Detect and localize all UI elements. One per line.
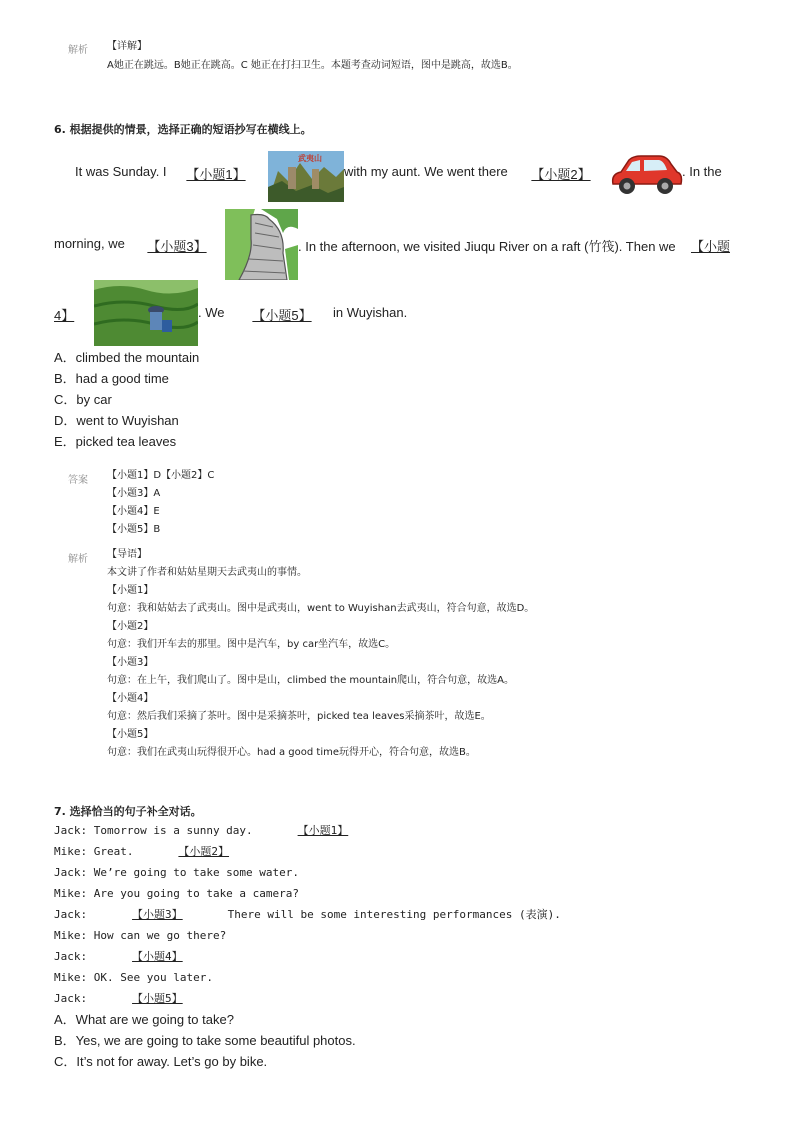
q6-line3-post: in Wuyishan. (333, 305, 408, 320)
q6-line3-mid: . We (198, 305, 225, 320)
analysis-tag: 【详解】 (107, 41, 147, 52)
analysis-line: 【小题2】 (107, 621, 154, 632)
analysis-line: 【导语】 (107, 549, 147, 560)
analysis-line: 【小题1】 (107, 585, 154, 596)
mountain-image (225, 209, 298, 280)
q6-blank-4a[interactable]: 【小题 (690, 239, 730, 254)
analysis-line: 本文讲了作者和姑姑星期天去武夷山的事情。 (107, 567, 307, 578)
wuyishan-image (268, 151, 344, 202)
q6-analysis (107, 546, 534, 762)
q6-heading: 6. 根据提供的情景，选择正确的短语抄写在横线上。 (54, 123, 312, 136)
q7-blank-5[interactable]: 【小题5】 (132, 992, 183, 1005)
q6-option-d: D．went to Wuyishan (54, 413, 179, 428)
analysis-line: 句意：我们开车去的那里。图中是汽车，by car坐汽车，故选C。 (107, 639, 396, 650)
q6-answer-line: 【小题1】D【小题2】C (107, 470, 215, 481)
dialog-line: Mike: OK. See you later. (54, 971, 213, 984)
dialog-line: Mike: Great. 【小题2】 (54, 841, 561, 862)
q7-option-b: B．Yes, we are going to take some beautiful photos. (54, 1033, 356, 1048)
q7-blank-4[interactable]: 【小题4】 (132, 950, 183, 963)
dialog-line: Jack: 【小题3】 There will be some interesting performances (表演). (54, 904, 561, 925)
q7-option-a: A．What are we going to take? (54, 1012, 234, 1027)
q6-blank-5[interactable]: 【小题5】 (252, 308, 312, 323)
dialog-line: Mike: How can we go there? (54, 929, 227, 942)
q6-options (54, 347, 199, 452)
analysis-line: 【小题3】 (107, 657, 154, 668)
analysis-line: 【小题5】 (107, 729, 154, 740)
q6-line1-mid: with my aunt. We went there (344, 164, 508, 179)
q6-answer-line: 【小题5】B (107, 524, 161, 535)
q7-blank-3[interactable]: 【小题3】 (132, 908, 183, 921)
q6-option-b: B．had a good time (54, 371, 169, 386)
analysis-line: 句意：然后我们采摘了茶叶。图中是采摘茶叶，picked tea leaves采摘茶叶，故选E。 (107, 711, 491, 722)
wuyishan-caption: 武夷山 (298, 154, 322, 163)
q6-line2-mid: . In the afternoon, we visited Jiuqu River on a raft (竹筏). Then we (298, 239, 676, 254)
tea-picking-image (94, 280, 198, 346)
q6-line1-post: . In the (682, 164, 722, 179)
q6-option-c: C．by car (54, 392, 112, 407)
analysis-line: 句意：我和姑姑去了武夷山。图中是武夷山，went to Wuyishan去武夷山，符合句意，故选D。 (107, 603, 535, 614)
q7-blank-2[interactable]: 【小题2】 (178, 845, 230, 858)
dialog-line: Mike: Are you going to take a camera? (54, 887, 300, 900)
analysis-label: 解析 (68, 45, 88, 56)
dialog-line: Jack: 【小题5】 (54, 988, 561, 1009)
q6-option-a: A．climbed the mountain (54, 350, 200, 365)
q6-answer-line: 【小题4】E (107, 506, 160, 517)
q6-line1-pre: It was Sunday. I (75, 164, 167, 179)
analysis-text: A她正在跳远。B她正在跳高。C 她正在打扫卫生。本题考查动词短语，图中是跳高，故选B。 (107, 60, 518, 71)
q7-options (54, 1009, 356, 1072)
dialog-line: Jack: 【小题4】 (54, 946, 561, 967)
q6-blank-1[interactable]: 【小题1】 (186, 167, 246, 182)
q6-line2-pre: morning, we (54, 236, 125, 251)
q6-option-e: E．picked tea leaves (54, 434, 177, 449)
analysis-line: 句意：在上午，我们爬山了。图中是山，climbed the mountain爬山，符合句意，故选A。 (107, 675, 514, 686)
q7-blank-1[interactable]: 【小题1】 (297, 824, 349, 837)
analysis-label: 解析 (68, 554, 88, 565)
q6-blank-3[interactable]: 【小题3】 (147, 239, 207, 254)
q6-answer-line: 【小题3】A (107, 488, 161, 499)
q6-answers (107, 467, 214, 539)
q6-blank-4b[interactable]: 4】 (54, 308, 75, 323)
dialog-line: Jack: We’re going to take some water. (54, 866, 300, 879)
q7-dialog (54, 820, 561, 1009)
dialog-line: Jack: Tomorrow is a sunny day. 【小题1】 (54, 820, 561, 841)
analysis-line: 【小题4】 (107, 693, 154, 704)
q6-blank-2[interactable]: 【小题2】 (531, 167, 591, 182)
car-icon (607, 150, 684, 198)
answer-label: 答案 (68, 475, 88, 486)
q7-option-c: C．It’s not for away. Let’s go by bike. (54, 1054, 268, 1069)
analysis-line: 句意：我们在武夷山玩得很开心。had a good time玩得开心，符合句意，故选B。 (107, 747, 476, 758)
q7-heading: 7. 选择恰当的句子补全对话。 (54, 805, 202, 818)
